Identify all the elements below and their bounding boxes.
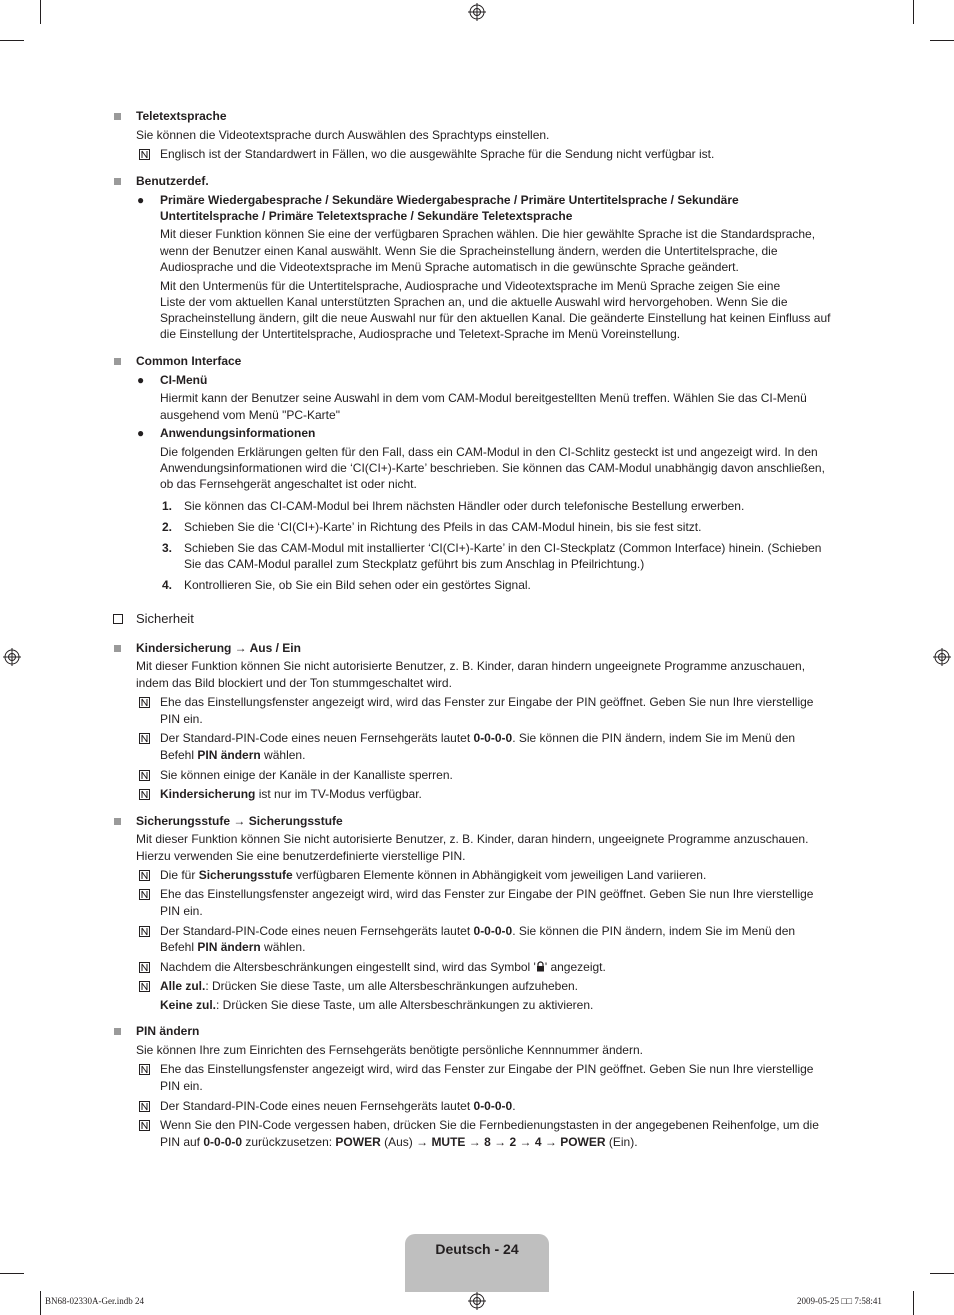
paragraph-line: Mit den Untermenüs für die Untertitelsprache, Audiosprache und Videotextsprache im Menü Sprache zeigen Sie eine <box>160 279 781 293</box>
note-text: PIN ein. <box>160 1079 203 1093</box>
section-title: Sicherheit <box>136 611 194 626</box>
paragraph: Sie können die Videotextsprache durch Auswählen des Sprachtyps einstellen. <box>136 128 550 142</box>
note-icon <box>139 1101 150 1112</box>
lock-icon <box>536 961 545 972</box>
note-text: PIN ein. <box>160 712 203 726</box>
crop-mark <box>0 40 24 41</box>
paragraph-line: Anwendungsinformationen wird die ‘CI(CI+)-Karte’ beschrieben. Sie können das CAM-Modul unabhängig davon anschließen, <box>160 461 825 475</box>
note-text: Der Standard-PIN-Code eines neuen Fernsehgeräts lautet 0-0-0-0. <box>160 1099 516 1113</box>
note-icon <box>139 697 150 708</box>
paragraph-line: ob das Fernsehgerät angeschaltet ist oder nicht. <box>160 477 417 491</box>
registration-mark-icon <box>468 3 486 21</box>
crop-mark <box>930 40 954 41</box>
print-slug-right: 2009-05-25 □□ 7:58:41 <box>797 1296 882 1306</box>
paragraph-line: Mit dieser Funktion können Sie nicht autorisierte Benutzer, z. B. Kinder, daran hindern ungeeignete Programme anzuschauen, <box>136 659 806 673</box>
print-slug-left: BN68-02330A-Ger.indb 24 <box>45 1296 144 1306</box>
crop-mark <box>40 1291 41 1315</box>
step-number: 3. <box>162 541 173 555</box>
page-number: Deutsch - 24 <box>435 1241 519 1257</box>
note-text: PIN auf 0-0-0-0 zurückzusetzen: POWER (Aus) → MUTE → 8 → 2 → 4 → POWER (Ein). <box>160 1135 638 1149</box>
round-bullet-icon: ● <box>137 373 145 387</box>
crop-mark <box>930 1273 954 1274</box>
bullet-title: Anwendungsinformationen <box>160 426 316 440</box>
step-number: 1. <box>162 499 173 513</box>
square-bullet-icon <box>114 178 121 185</box>
note-text: Englisch ist der Standardwert in Fällen, wo die ausgewählte Sprache für die Sendung nicht verfügbar ist. <box>160 147 715 161</box>
registration-mark-icon <box>468 1292 486 1310</box>
crop-mark <box>0 1273 24 1274</box>
square-bullet-icon <box>114 818 121 825</box>
section-heading: Common Interface <box>136 354 242 368</box>
registration-mark-icon <box>3 648 21 666</box>
note-text: Ehe das Einstellungsfenster angezeigt wird, wird das Fenster zur Eingabe der PIN geöffnet. Geben Sie nun Ihre vierstellige <box>160 887 814 901</box>
paragraph-line: ausgehend vom Menü "PC-Karte" <box>160 408 340 422</box>
note-icon <box>139 962 150 973</box>
note-text: Nachdem die Altersbeschränkungen eingestellt sind, wird das Symbol ' ' angezeigt. <box>160 960 606 974</box>
paragraph-line: Liste der vom aktuellen Kanal unterstützten Sprachen an, und die aktuelle Auswahl wird hervorgehoben. Wenn Sie die <box>160 295 788 309</box>
note-text: Ehe das Einstellungsfenster angezeigt wird, wird das Fenster zur Eingabe der PIN geöffnet. Geben Sie nun Ihre vierstellige <box>160 695 814 709</box>
note-icon <box>139 870 150 881</box>
round-bullet-icon: ● <box>137 426 145 440</box>
note-text: Der Standard-PIN-Code eines neuen Fernsehgeräts lautet 0-0-0-0. Sie können die PIN ändern, indem Sie im Menü den <box>160 924 796 938</box>
section-heading: Teletextsprache <box>136 109 227 123</box>
note-text: Alle zul.: Drücken Sie diese Taste, um alle Altersbeschränkungen aufzuheben. <box>160 979 579 993</box>
note-text: Wenn Sie den PIN-Code vergessen haben, drücken Sie die Fernbedienungstasten in der angegebenen Reihenfolge, um die <box>160 1118 819 1132</box>
note-icon <box>139 770 150 781</box>
step-number: 4. <box>162 578 173 592</box>
crop-mark <box>913 0 914 24</box>
registration-mark-icon <box>933 648 951 666</box>
crop-mark <box>913 1291 914 1315</box>
paragraph-line: Sie können Ihre zum Einrichten des Fernsehgeräts benötigte persönliche Kennnummer ändern. <box>136 1043 643 1057</box>
section-heading: Benutzerdef. <box>136 174 209 188</box>
section-heading: PIN ändern <box>136 1024 200 1038</box>
paragraph-line: Mit dieser Funktion können Sie eine der verfügbaren Sprachen wählen. Die hier gewählte Sprache ist die Standardsprache, <box>160 227 816 241</box>
paragraph-line: Hiermit kann der Benutzer seine Auswahl in dem vom CAM-Modul bereitgestellten Menü treffen. Wählen Sie das CI-Menü <box>160 391 807 405</box>
note-text: Befehl PIN ändern wählen. <box>160 940 306 954</box>
bullet-title: CI-Menü <box>160 373 208 387</box>
square-bullet-icon <box>114 358 121 365</box>
paragraph-line: Audiosprache und die Videotextsprache im Menü Sprache automatisch in die gewünschte Sprache geändert. <box>160 260 739 274</box>
step-text: Schieben Sie die ‘CI(CI+)-Karte’ in Richtung des Pfeils in das CAM-Modul hinein, bis sie fest sitzt. <box>184 520 702 534</box>
note-text: Befehl PIN ändern wählen. <box>160 748 306 762</box>
note-text: Der Standard-PIN-Code eines neuen Fernsehgeräts lautet 0-0-0-0. Sie können die PIN ändern, indem Sie im Menü den <box>160 731 796 745</box>
note-icon <box>139 789 150 800</box>
note-icon <box>139 733 150 744</box>
note-text: Die für Sicherungsstufe verfügbaren Elemente können in Abhängigkeit vom jeweiligen Land variieren. <box>160 868 707 882</box>
note-text: Sie können einige der Kanäle in der Kanalliste sperren. <box>160 768 453 782</box>
step-text: Sie können das CI-CAM-Modul bei Ihrem nächsten Händler oder durch telefonische Bestellung erwerben. <box>184 499 745 513</box>
step-text: Schieben Sie das CAM-Modul mit installierter ‘CI(CI+)-Karte’ in den CI-Steckplatz (Common Interface) hinein. (Schieben <box>184 541 822 555</box>
note-icon <box>139 926 150 937</box>
note-icon <box>139 981 150 992</box>
bullet-title: Primäre Wiedergabesprache / Sekundäre Wiedergabesprache / Primäre Untertitelsprache / Sekundäre <box>160 193 739 207</box>
paragraph-line: Spracheinstellung ändern, gilt die neue Auswahl nur für den aktuellen Kanal. Die geänderte Einstellung hat keinen Einfluss auf <box>160 311 831 325</box>
paragraph-line: wenn der Benutzer einen Kanal auswählt. Wenn Sie die Spracheinstellung ändern, werden die Untertitelsprache, die <box>160 244 778 258</box>
paragraph-line: Mit dieser Funktion können Sie nicht autorisierte Benutzer, z. B. Kinder, daran hindern, ungeeignete Programme anzuschauen. <box>136 832 809 846</box>
paragraph-line: Die folgenden Erklärungen gelten für den Fall, dass ein CAM-Modul in den CI-Schlitz gesteckt ist und angezeigt wird. In den <box>160 445 818 459</box>
paragraph-line: indem das Bild blockiert und der Ton stummgeschaltet wird. <box>136 676 452 690</box>
note-icon <box>139 1064 150 1075</box>
crop-mark <box>40 0 41 24</box>
section-heading: Sicherungsstufe → Sicherungsstufe <box>136 814 343 828</box>
round-bullet-icon: ● <box>137 193 145 207</box>
note-text: Keine zul.: Drücken Sie diese Taste, um alle Altersbeschränkungen zu aktivieren. <box>160 998 594 1012</box>
square-bullet-icon <box>114 1028 121 1035</box>
paragraph-line: Hierzu verwenden Sie eine benutzerdefinierte vierstellige PIN. <box>136 849 466 863</box>
note-text: Ehe das Einstellungsfenster angezeigt wird, wird das Fenster zur Eingabe der PIN geöffnet. Geben Sie nun Ihre vierstellige <box>160 1062 814 1076</box>
note-text: Kindersicherung ist nur im TV-Modus verfügbar. <box>160 787 422 801</box>
note-text: PIN ein. <box>160 904 203 918</box>
bullet-title: Untertitelsprache / Primäre Teletextsprache / Sekundäre Teletextsprache <box>160 209 573 223</box>
square-bullet-icon <box>114 113 121 120</box>
note-icon <box>139 889 150 900</box>
step-text: Sie das CAM-Modul parallel zum Steckplatz geführt bis zum Anschlag in Pfeilrichtung.) <box>184 557 645 571</box>
step-number: 2. <box>162 520 173 534</box>
paragraph-line: die Einstellung der Untertitelsprache, Audiosprache und Teletext-Sprache im Menü Voreinstellung. <box>160 327 681 341</box>
section-heading: Kindersicherung → Aus / Ein <box>136 641 301 655</box>
step-text: Kontrollieren Sie, ob Sie ein Bild sehen oder ein gestörtes Signal. <box>184 578 531 592</box>
note-icon <box>139 1120 150 1131</box>
checkbox-bullet-icon <box>113 614 123 624</box>
note-icon <box>139 149 150 160</box>
square-bullet-icon <box>114 645 121 652</box>
